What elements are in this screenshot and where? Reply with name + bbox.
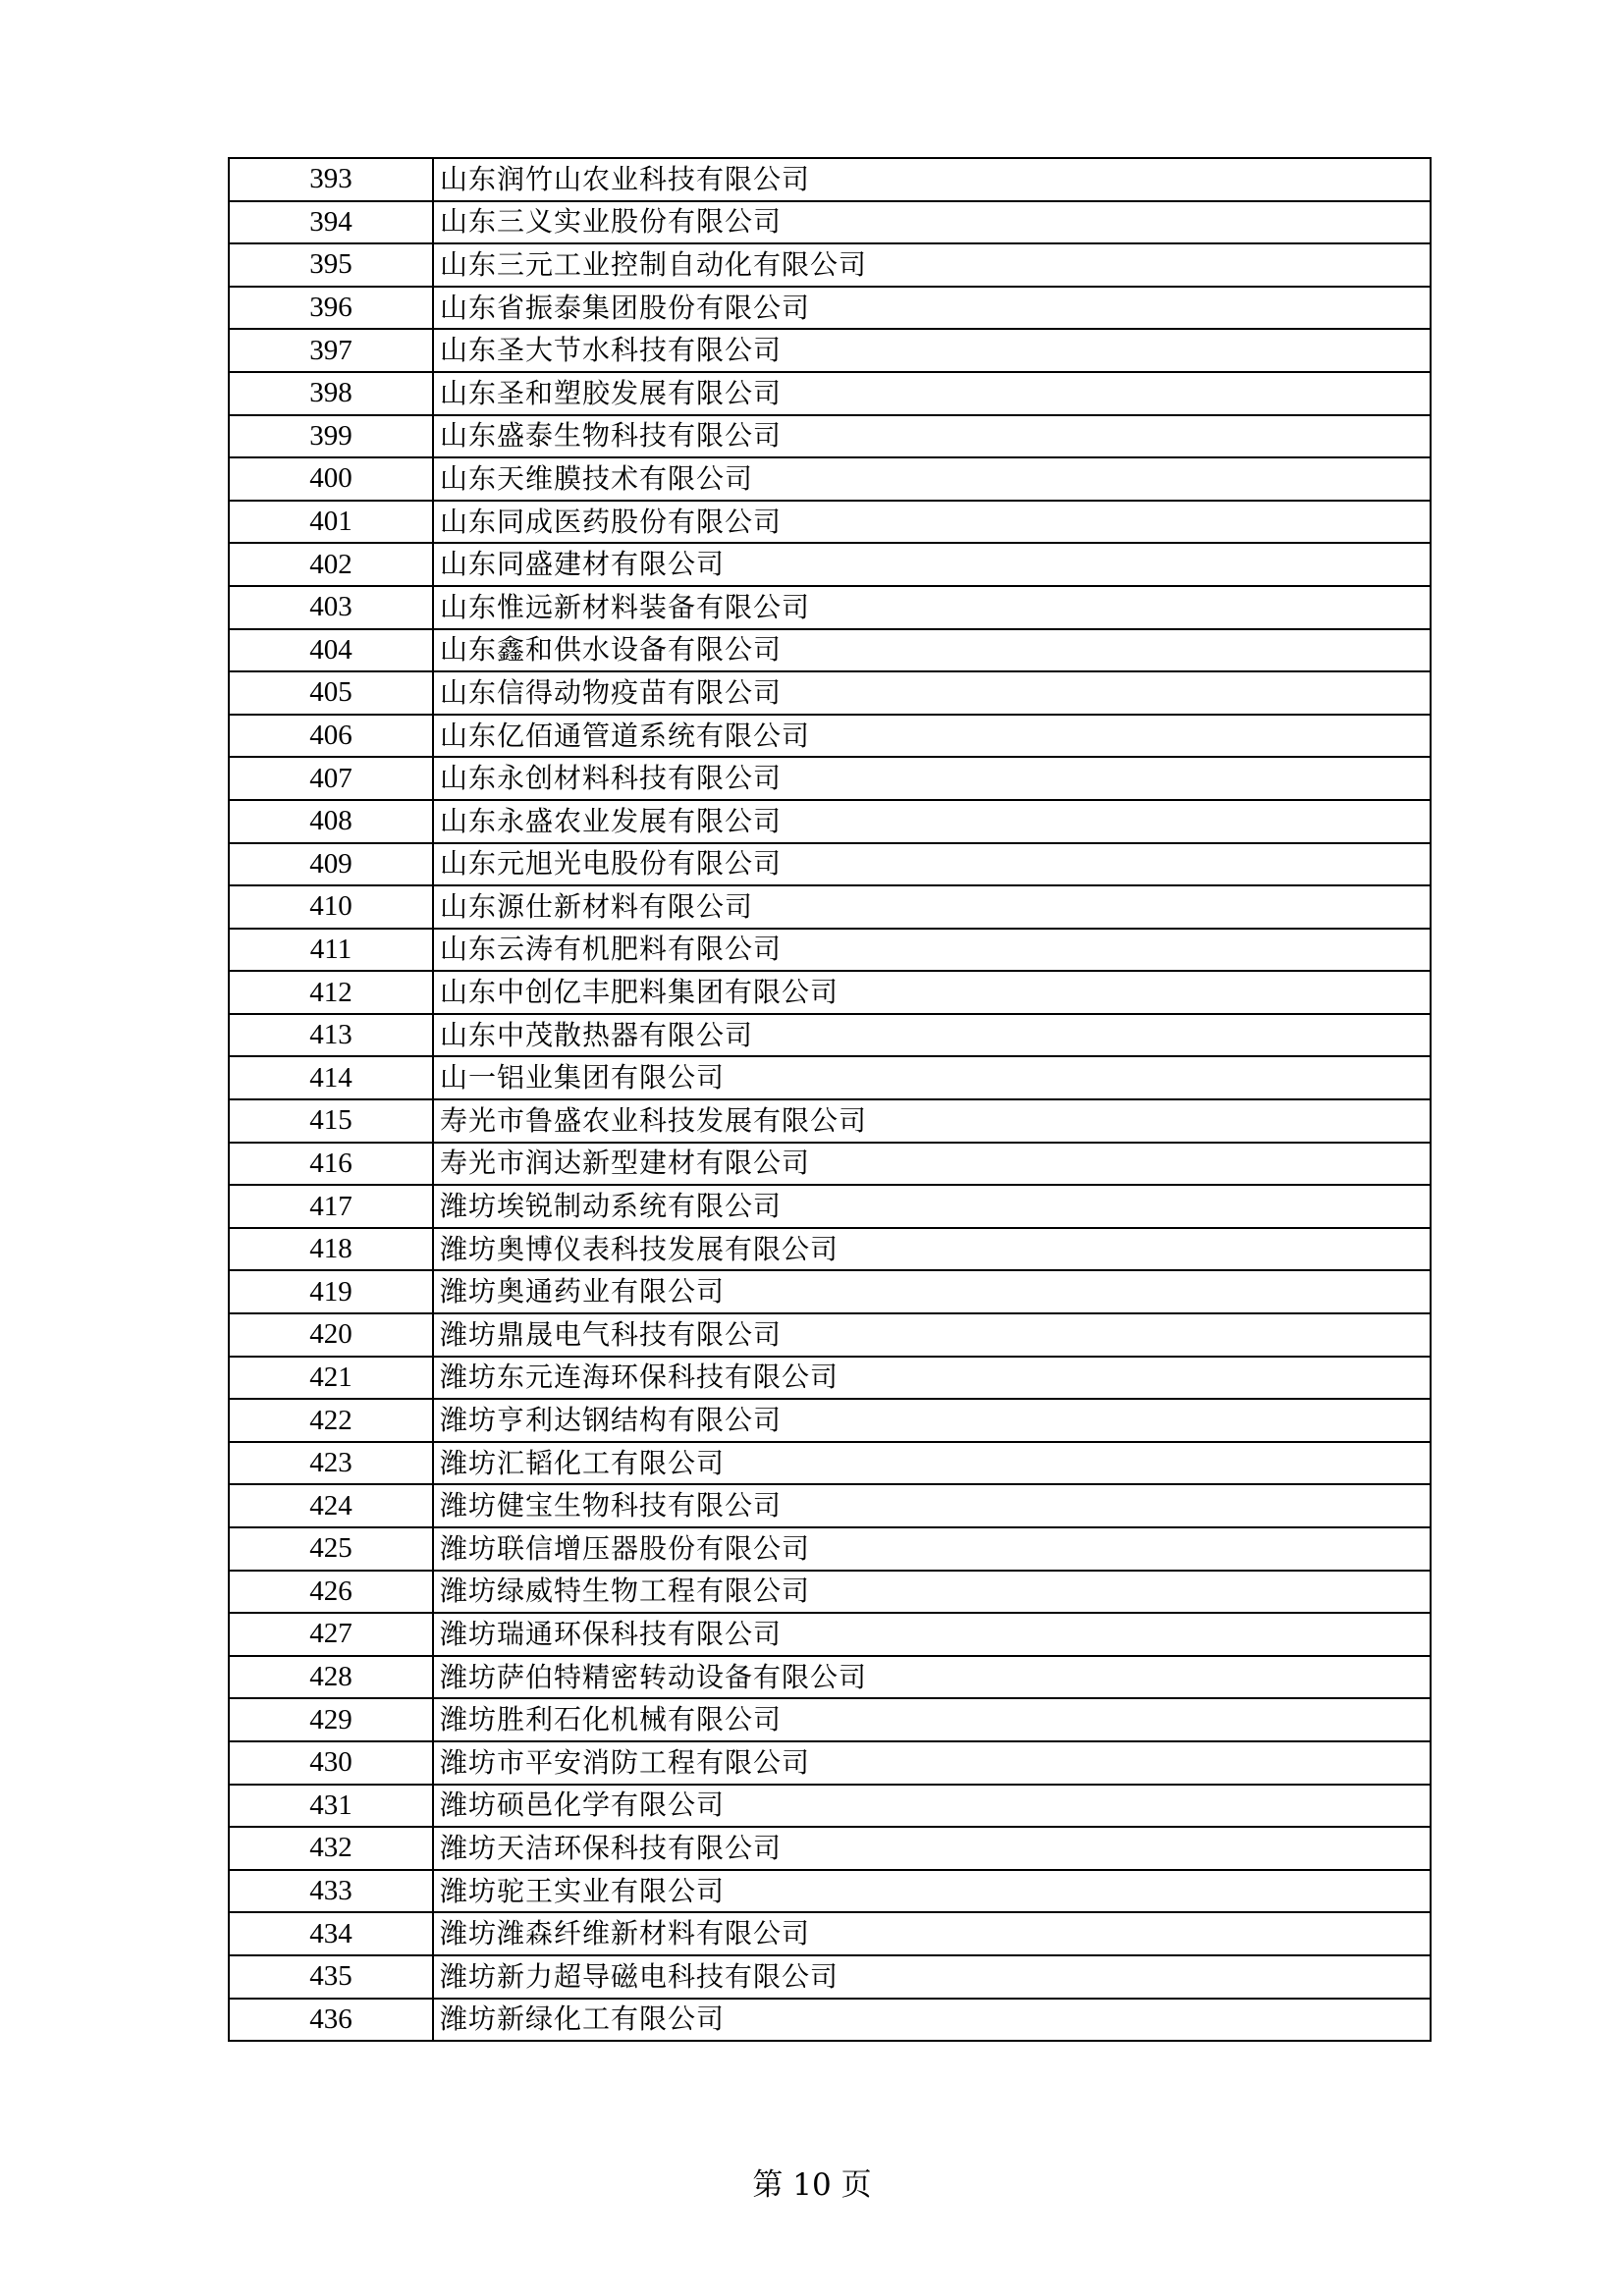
table-row: [229, 1698, 1431, 1741]
row-number: 436: [229, 1999, 433, 2042]
company-name: 潍坊东元连海环保科技有限公司: [433, 1357, 1431, 1400]
table-row: [229, 415, 1431, 458]
row-number: 399: [229, 415, 433, 458]
table-row: [229, 1442, 1431, 1485]
company-name: 潍坊埃锐制动系统有限公司: [433, 1185, 1431, 1228]
row-number: 403: [229, 586, 433, 629]
company-name: 山东惟远新材料装备有限公司: [433, 586, 1431, 629]
row-number: 424: [229, 1484, 433, 1527]
table-row: [229, 1656, 1431, 1699]
company-name: 山东盛泰生物科技有限公司: [433, 415, 1431, 458]
row-number: 417: [229, 1185, 433, 1228]
page-number: 第 10 页: [752, 2167, 872, 2203]
company-name: 潍坊亨利达钢结构有限公司: [433, 1399, 1431, 1442]
company-name: 潍坊硕邑化学有限公司: [433, 1785, 1431, 1828]
company-name: 山东源仕新材料有限公司: [433, 885, 1431, 929]
table-row: [229, 1955, 1431, 1999]
company-name: 潍坊驼王实业有限公司: [433, 1870, 1431, 1913]
table-row: [229, 800, 1431, 843]
company-name: 山东同盛建材有限公司: [433, 543, 1431, 586]
row-number: 427: [229, 1613, 433, 1656]
row-number: 411: [229, 929, 433, 972]
row-number: 400: [229, 457, 433, 501]
table-row: [229, 1484, 1431, 1527]
row-number: 395: [229, 243, 433, 287]
table-row: [229, 201, 1431, 244]
row-number: 425: [229, 1527, 433, 1571]
table-row: [229, 501, 1431, 544]
row-number: 416: [229, 1143, 433, 1186]
table-row: [229, 971, 1431, 1014]
row-number: 429: [229, 1698, 433, 1741]
table-row: [229, 586, 1431, 629]
row-number: 412: [229, 971, 433, 1014]
company-name: 潍坊天洁环保科技有限公司: [433, 1827, 1431, 1870]
table-row: [229, 372, 1431, 415]
company-name: 潍坊新绿化工有限公司: [433, 1999, 1431, 2042]
row-number: 409: [229, 843, 433, 886]
table-row: [229, 1143, 1431, 1186]
table-row: [229, 543, 1431, 586]
row-number: 428: [229, 1656, 433, 1699]
company-name: 寿光市润达新型建材有限公司: [433, 1143, 1431, 1186]
row-number: 419: [229, 1270, 433, 1313]
row-number: 423: [229, 1442, 433, 1485]
company-name: 山东三义实业股份有限公司: [433, 201, 1431, 244]
row-number: 422: [229, 1399, 433, 1442]
table-row: [229, 1399, 1431, 1442]
company-name: 潍坊奥博仪表科技发展有限公司: [433, 1228, 1431, 1271]
row-number: 397: [229, 329, 433, 372]
table-row: [229, 1527, 1431, 1571]
table-row: [229, 1056, 1431, 1099]
company-name: 山东圣和塑胶发展有限公司: [433, 372, 1431, 415]
table-row: [229, 885, 1431, 929]
row-number: 405: [229, 671, 433, 715]
company-name: 潍坊联信增压器股份有限公司: [433, 1527, 1431, 1571]
row-number: 415: [229, 1099, 433, 1143]
table-row: [229, 158, 1431, 201]
table-row: [229, 1827, 1431, 1870]
company-name: 潍坊瑞通环保科技有限公司: [433, 1613, 1431, 1656]
table-row: [229, 1741, 1431, 1785]
company-name: 山东省振泰集团股份有限公司: [433, 287, 1431, 330]
row-number: 418: [229, 1228, 433, 1271]
row-number: 432: [229, 1827, 433, 1870]
row-number: 433: [229, 1870, 433, 1913]
row-number: 402: [229, 543, 433, 586]
table-row: [229, 629, 1431, 672]
table-row: [229, 243, 1431, 287]
table-row: [229, 1270, 1431, 1313]
table-row: [229, 329, 1431, 372]
row-number: 421: [229, 1357, 433, 1400]
company-name: 潍坊鼎晟电气科技有限公司: [433, 1313, 1431, 1357]
table-row: [229, 1014, 1431, 1057]
company-name: 山东永盛农业发展有限公司: [433, 800, 1431, 843]
company-name: 潍坊胜利石化机械有限公司: [433, 1698, 1431, 1741]
table-row: [229, 1099, 1431, 1143]
company-name: 山东亿佰通管道系统有限公司: [433, 715, 1431, 758]
company-name: 山东三元工业控制自动化有限公司: [433, 243, 1431, 287]
row-number: 394: [229, 201, 433, 244]
row-number: 408: [229, 800, 433, 843]
company-name: 山东中茂散热器有限公司: [433, 1014, 1431, 1057]
company-name: 潍坊萨伯特精密转动设备有限公司: [433, 1656, 1431, 1699]
row-number: 434: [229, 1912, 433, 1955]
company-name: 山东鑫和供水设备有限公司: [433, 629, 1431, 672]
company-name: 潍坊新力超导磁电科技有限公司: [433, 1955, 1431, 1999]
company-name: 山东润竹山农业科技有限公司: [433, 158, 1431, 201]
company-name: 山一铝业集团有限公司: [433, 1056, 1431, 1099]
table-row: [229, 1912, 1431, 1955]
table-row: [229, 1785, 1431, 1828]
table-row: [229, 1999, 1431, 2042]
table-row: [229, 457, 1431, 501]
row-number: 401: [229, 501, 433, 544]
table-row: [229, 1613, 1431, 1656]
company-name: 潍坊汇韬化工有限公司: [433, 1442, 1431, 1485]
table-row: [229, 1185, 1431, 1228]
row-number: 420: [229, 1313, 433, 1357]
company-name: 山东同成医药股份有限公司: [433, 501, 1431, 544]
company-name: 山东中创亿丰肥料集团有限公司: [433, 971, 1431, 1014]
row-number: 414: [229, 1056, 433, 1099]
row-number: 407: [229, 757, 433, 800]
company-name: 山东信得动物疫苗有限公司: [433, 671, 1431, 715]
row-number: 431: [229, 1785, 433, 1828]
row-number: 426: [229, 1571, 433, 1614]
company-name: 潍坊市平安消防工程有限公司: [433, 1741, 1431, 1785]
row-number: 393: [229, 158, 433, 201]
row-number: 413: [229, 1014, 433, 1057]
company-list-table: [228, 157, 1432, 2042]
row-number: 406: [229, 715, 433, 758]
company-name: 山东圣大节水科技有限公司: [433, 329, 1431, 372]
company-name: 潍坊绿威特生物工程有限公司: [433, 1571, 1431, 1614]
table-row: [229, 929, 1431, 972]
table-row: [229, 757, 1431, 800]
table-row: [229, 1870, 1431, 1913]
company-list-body: [229, 158, 1431, 2041]
company-name: 潍坊奥通药业有限公司: [433, 1270, 1431, 1313]
company-name: 山东云涛有机肥料有限公司: [433, 929, 1431, 972]
company-name: 潍坊潍森纤维新材料有限公司: [433, 1912, 1431, 1955]
company-name: 山东天维膜技术有限公司: [433, 457, 1431, 501]
table-row: [229, 843, 1431, 886]
row-number: 435: [229, 1955, 433, 1999]
table-row: [229, 715, 1431, 758]
row-number: 396: [229, 287, 433, 330]
table-row: [229, 1228, 1431, 1271]
row-number: 404: [229, 629, 433, 672]
row-number: 398: [229, 372, 433, 415]
table-row: [229, 1313, 1431, 1357]
row-number: 410: [229, 885, 433, 929]
table-row: [229, 671, 1431, 715]
table-row: [229, 1357, 1431, 1400]
company-name: 山东元旭光电股份有限公司: [433, 843, 1431, 886]
table-row: [229, 1571, 1431, 1614]
row-number: 430: [229, 1741, 433, 1785]
company-name: 潍坊健宝生物科技有限公司: [433, 1484, 1431, 1527]
company-name: 寿光市鲁盛农业科技发展有限公司: [433, 1099, 1431, 1143]
company-name: 山东永创材料科技有限公司: [433, 757, 1431, 800]
table-row: [229, 287, 1431, 330]
